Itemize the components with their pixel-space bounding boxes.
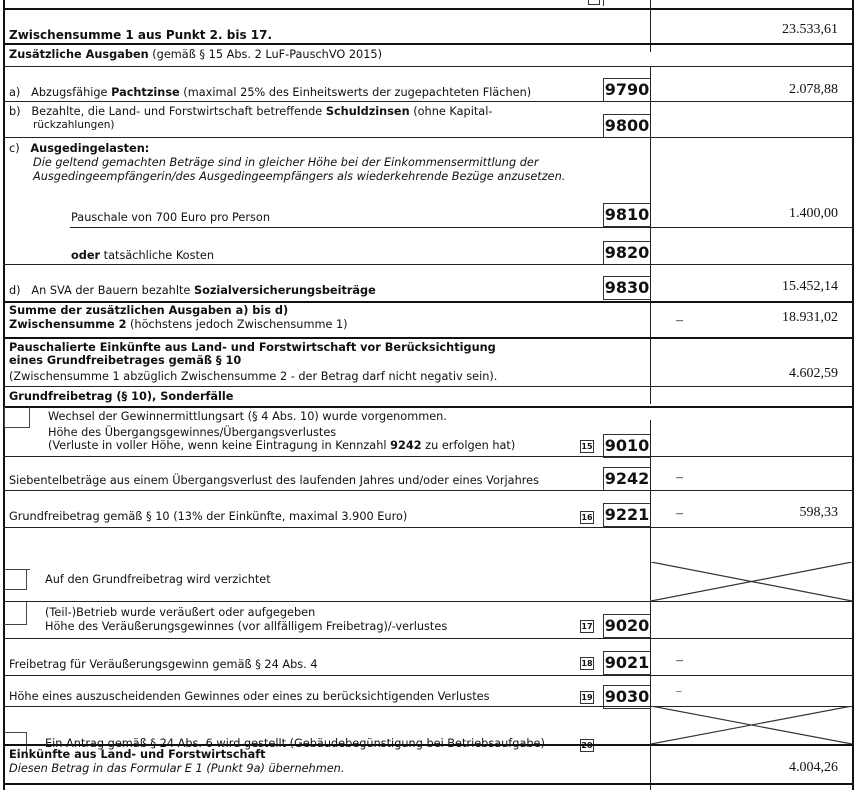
code-9221: 9221 xyxy=(603,503,650,527)
auszuscheiden-sign: – xyxy=(676,685,682,697)
freibetrag-sign: – xyxy=(676,653,683,668)
schuldzinsen-value[interactable] xyxy=(651,102,851,136)
wechsel-label-line2: Höhe des Übergangsgewinnes/Übergangsverlustes xyxy=(48,426,337,439)
wechsel-label-line1: Wechsel der Gewinnermittlungsart (§ 4 Abs. 10) wurde vorgenommen. xyxy=(48,410,447,423)
ausgedinge-note-line1: Die geltend gemachten Beträge sind in gleicher Höhe bei der Einkommensermittlung der xyxy=(33,156,539,169)
crossed-out-cell xyxy=(651,706,852,744)
ref-20: 20 xyxy=(581,741,593,750)
sozialversicherung-value[interactable]: 15.452,14 xyxy=(782,279,838,294)
tatsaechliche-kosten-value[interactable] xyxy=(651,228,851,263)
betrieb-label-line1: (Teil-)Betrieb wurde veräußert oder aufgegeben xyxy=(45,606,316,619)
prev-code-box xyxy=(603,0,651,6)
grundfreibetrag-label: Grundfreibetrag gemäß § 10 (13% der Einkünfte, maximal 3.900 Euro) xyxy=(9,510,408,523)
ref-15: 15 xyxy=(581,442,593,451)
pachtzinse-label: a) Abzugsfähige Pachtzinse (maximal 25% des Einheitswerts der zugepachteten Flächen) xyxy=(9,86,532,99)
form-right-border xyxy=(852,0,854,790)
summe-label-line2: Zwischensumme 2 (höchstens jedoch Zwischensumme 1) xyxy=(9,318,348,331)
code-9790: 9790 xyxy=(603,78,650,102)
summe-sign: – xyxy=(676,313,683,328)
crossed-out-cell xyxy=(651,562,852,601)
siebentel-label: Siebentelbeträge aus einem Übergangsverlust des laufenden Jahres und/oder eines Vorjahres xyxy=(9,474,539,487)
code-9020: 9020 xyxy=(603,614,650,638)
uebergangsgewinn-value[interactable] xyxy=(651,420,851,456)
schuldzinsen-label: b) Bezahlte, die Land- und Forstwirtschaft betreffende Schuldzinsen (ohne Kapital- xyxy=(9,105,493,118)
auszuscheiden-value[interactable] xyxy=(700,676,850,706)
ref-18: 18 xyxy=(581,659,593,668)
prev-ref-box xyxy=(588,0,600,5)
siebentel-value[interactable] xyxy=(700,457,850,490)
pauschaliert-label-line1: Pauschalierte Einkünfte aus Land- und Forstwirtschaft vor Berücksichtigung xyxy=(9,341,496,354)
veraeusserungsgewinn-value[interactable] xyxy=(651,602,851,638)
code-9021: 9021 xyxy=(603,651,650,675)
verzicht-label: Auf den Grundfreibetrag wird verzichtet xyxy=(45,573,271,586)
siebentel-sign: – xyxy=(676,470,683,485)
code-9810: 9810 xyxy=(603,203,650,227)
code-9030: 9030 xyxy=(603,685,650,709)
grundfreibetrag-sign: – xyxy=(676,506,683,521)
wechsel-label-line3: (Verluste in voller Höhe, wenn keine Eintragung in Kennzahl 9242 zu erfolgen hat) xyxy=(48,439,516,452)
ausgedinge-note-line2: Ausgedingeempfängerin/des Ausgedingeempfängers als wiederkehrende Bezüge anzusetzen. xyxy=(33,170,566,183)
ref-17: 17 xyxy=(581,622,593,631)
ref-19: 19 xyxy=(581,693,593,702)
code-9242: 9242 xyxy=(603,467,650,491)
betrieb-label-line2: Höhe des Veräußerungsgewinnes (vor allfälligem Freibetrag)/-verlustes xyxy=(45,620,448,633)
zwischensumme1-label: Zwischensumme 1 aus Punkt 2. bis 17. xyxy=(9,28,273,42)
pauschaliert-label-line2: eines Grundfreibetrages gemäß § 10 xyxy=(9,354,242,367)
code-9820: 9820 xyxy=(603,241,650,265)
pauschaliert-label-line3: (Zwischensumme 1 abzüglich Zwischensumme 2 - der Betrag darf nicht negativ sein). xyxy=(9,370,498,383)
grundfreibetrag-header: Grundfreibetrag (§ 10), Sonderfälle xyxy=(9,390,234,403)
zwischensumme1-value[interactable]: 23.533,61 xyxy=(782,22,838,37)
schuldzinsen-label-line2: rückzahlungen) xyxy=(33,119,115,131)
pauschale-value[interactable]: 1.400,00 xyxy=(789,206,838,221)
zusatz-header: Zusätzliche Ausgaben (gemäß § 15 Abs. 2 LuF-PauschVO 2015) xyxy=(9,48,383,61)
einkuenfte-label: Einkünfte aus Land- und Forstwirtschaft xyxy=(9,748,266,761)
freibetrag-label: Freibetrag für Veräußerungsgewinn gemäß § 24 Abs. 4 xyxy=(9,658,318,671)
auszuscheiden-label: Höhe eines auszuscheidenden Gewinnes oder eines zu berücksichtigenden Verlustes xyxy=(9,690,490,703)
code-9010: 9010 xyxy=(603,434,650,458)
antrag-label: Ein Antrag gemäß § 24 Abs. 6 wird gestellt (Gebäudebegünstigung bei Betriebsaufgabe) xyxy=(45,737,545,750)
form-left-border xyxy=(3,0,5,790)
zwischensumme2-value[interactable]: 18.931,02 xyxy=(782,310,838,325)
betrieb-checkbox[interactable] xyxy=(4,602,27,625)
ref-16: 16 xyxy=(581,513,593,522)
wechsel-checkbox[interactable] xyxy=(4,407,30,428)
code-9830: 9830 xyxy=(603,276,650,300)
pachtzinse-value[interactable]: 2.078,88 xyxy=(789,82,838,97)
einkuenfte-note: Diesen Betrag in das Formular E 1 (Punkt 9a) übernehmen. xyxy=(9,762,345,775)
code-9800: 9800 xyxy=(603,114,650,138)
grundfreibetrag-value[interactable]: 598,33 xyxy=(799,505,838,520)
freibetrag-value[interactable] xyxy=(700,639,850,675)
einkuenfte-value[interactable]: 4.004,26 xyxy=(789,760,838,775)
summe-label-line1: Summe der zusätzlichen Ausgaben a) bis d) xyxy=(9,304,289,317)
tatsaechliche-kosten-label: oder tatsächliche Kosten xyxy=(71,249,215,262)
sozialversicherung-label: d) An SVA der Bauern bezahlte Sozialversicherungsbeiträge xyxy=(9,284,376,297)
verzicht-checkbox[interactable] xyxy=(4,569,27,590)
ausgedinge-title: c) Ausgedingelasten: xyxy=(9,142,150,155)
pauschale-label: Pauschale von 700 Euro pro Person xyxy=(71,211,270,224)
pauschaliert-value[interactable]: 4.602,59 xyxy=(789,366,838,381)
